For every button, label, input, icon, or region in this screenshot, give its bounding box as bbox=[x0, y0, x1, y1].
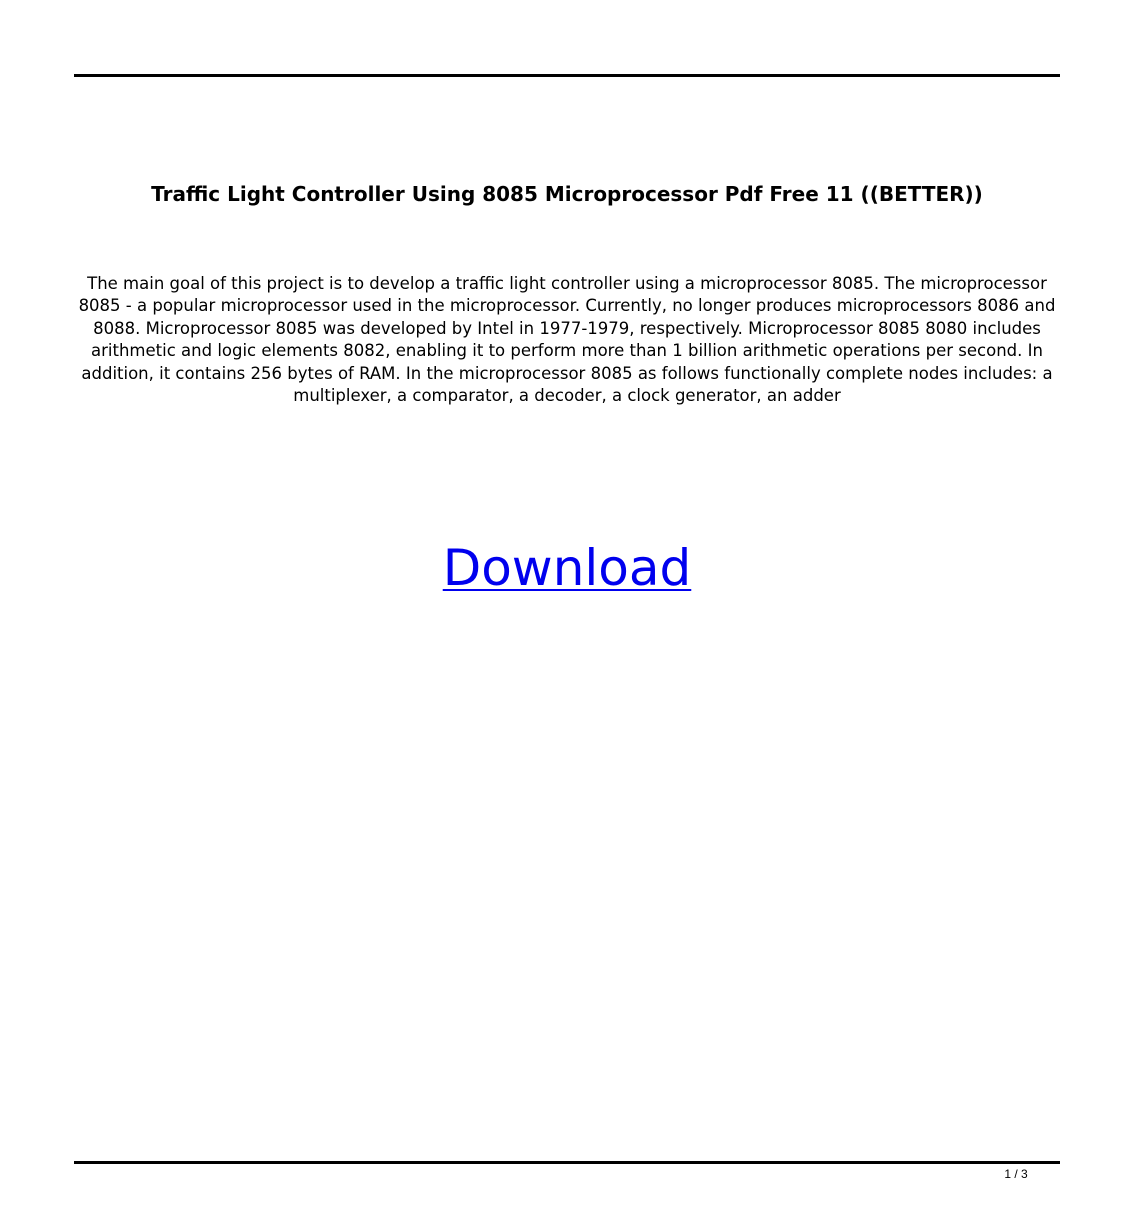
bottom-divider bbox=[74, 1161, 1060, 1164]
download-container bbox=[0, 536, 1134, 600]
top-divider bbox=[74, 74, 1060, 77]
download-link[interactable]: Download bbox=[442, 539, 692, 597]
page-indicator: 1 / 3 bbox=[1004, 1167, 1028, 1181]
document-body-text: The main goal of this project is to develop a traffic light controller using a microprocessor 8085. The microprocessor 8085 - a popular microprocessor used in the microprocessor. Currently, no longer produces microprocessors 8086 and 8088. Microprocessor 8085 was developed by Intel in 1977-1979, respectively. Microprocessor 8085 8080 includes arithmetic and logic elements 8082, enabling it to perform more than 1 billion arithmetic operations per second. In addition, it contains 256 bytes of RAM. In the microprocessor 8085 as follows functionally complete nodes includes: a multiplexer, a comparator, a decoder, a clock generator, an adder bbox=[78, 274, 1056, 406]
document-title: Traffic Light Controller Using 8085 Microprocessor Pdf Free 11 ((BETTER)) bbox=[151, 182, 983, 206]
